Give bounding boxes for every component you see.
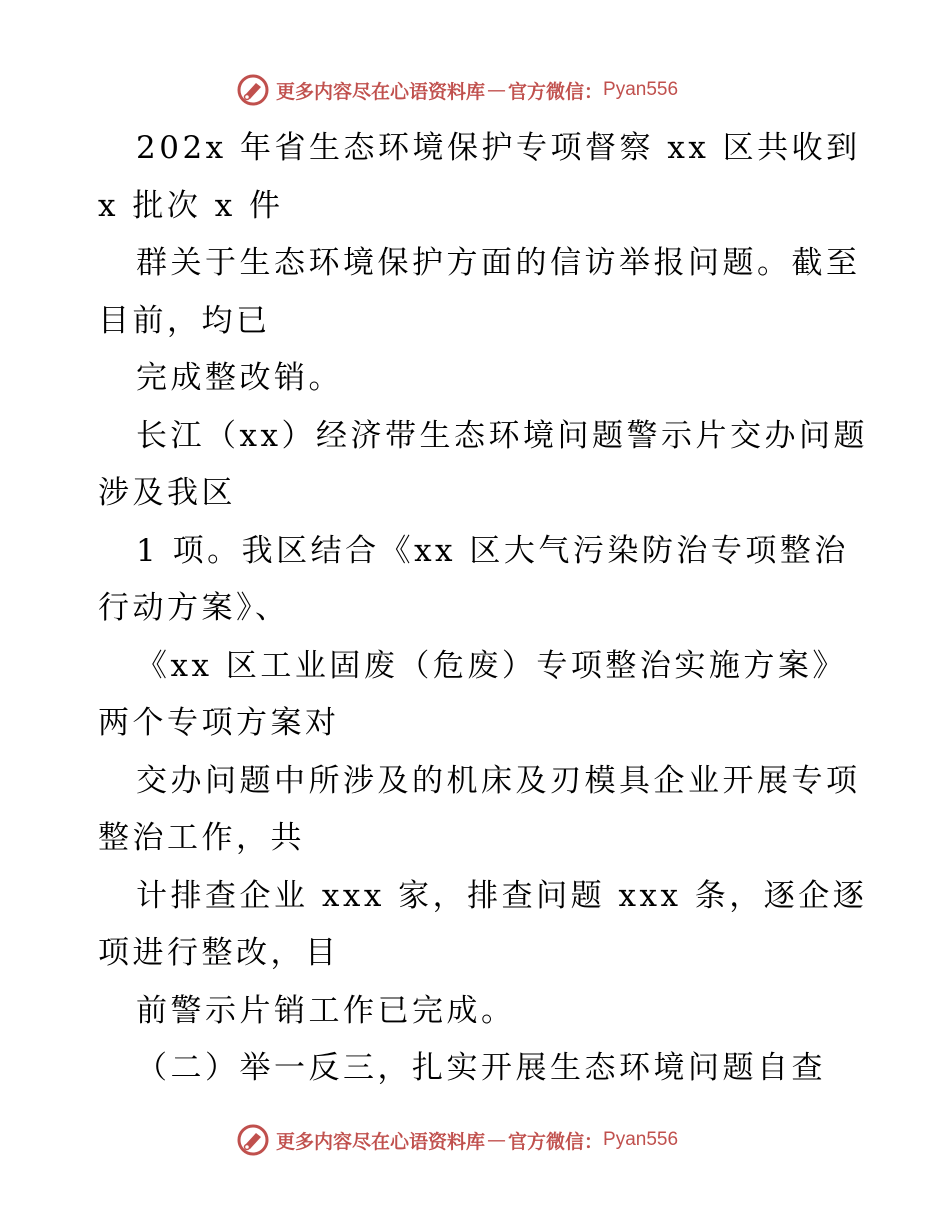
body-line: 两个专项方案对 — [98, 705, 340, 741]
watermark-dash: — — [487, 79, 507, 101]
body-line: 涉及我区 — [98, 475, 236, 511]
body-line: 行动方案》、 — [98, 590, 290, 626]
footer-watermark — [236, 1122, 678, 1158]
watermark-id: Pyan556 — [603, 1129, 679, 1150]
watermark-official: 官方微信： — [508, 1130, 604, 1153]
body-line: 前警示片销工作已完成。 — [136, 992, 516, 1029]
body-line: 目前，均已 — [98, 302, 271, 339]
watermark-brand: 更多内容尽在心语资料库 — [276, 80, 486, 103]
body-line: 202x 年省生态环境保护专项督察 xx 区共收到 — [136, 130, 861, 166]
logo-icon — [236, 73, 270, 107]
body-line: 项进行整改，目 — [98, 935, 340, 971]
body-line: x 批次 x 件 — [98, 187, 284, 224]
header-watermark — [236, 72, 678, 108]
watermark-id: Pyan556 — [603, 79, 679, 100]
body-line: 整治工作，共 — [98, 820, 305, 856]
body-line: 《xx 区工业固废（危废）专项整治实施方案》 — [136, 647, 847, 684]
body-line: （二）举一反三，扎实开展生态环境问题自查 — [136, 1050, 826, 1086]
body-line: 计排查企业 xxx 家，排查问题 xxx 条，逐企逐 — [136, 877, 868, 914]
logo-icon — [236, 1123, 270, 1157]
watermark-brand: 更多内容尽在心语资料库 — [276, 1130, 486, 1153]
body-line: 长江（xx）经济带生态环境问题警示片交办问题 — [136, 417, 868, 454]
body-line: 交办问题中所涉及的机床及刃模具企业开展专项 — [136, 762, 861, 799]
watermark-dash: — — [487, 1129, 507, 1151]
body-line: 群关于生态环境保护方面的信访举报问题。截至 — [136, 245, 861, 281]
body-line: 1 项。我区结合《xx 区大气污染防治专项整治 — [136, 532, 849, 569]
document-body — [98, 120, 868, 1098]
body-line: 完成整改销。 — [136, 360, 343, 396]
watermark-official: 官方微信： — [508, 80, 604, 103]
